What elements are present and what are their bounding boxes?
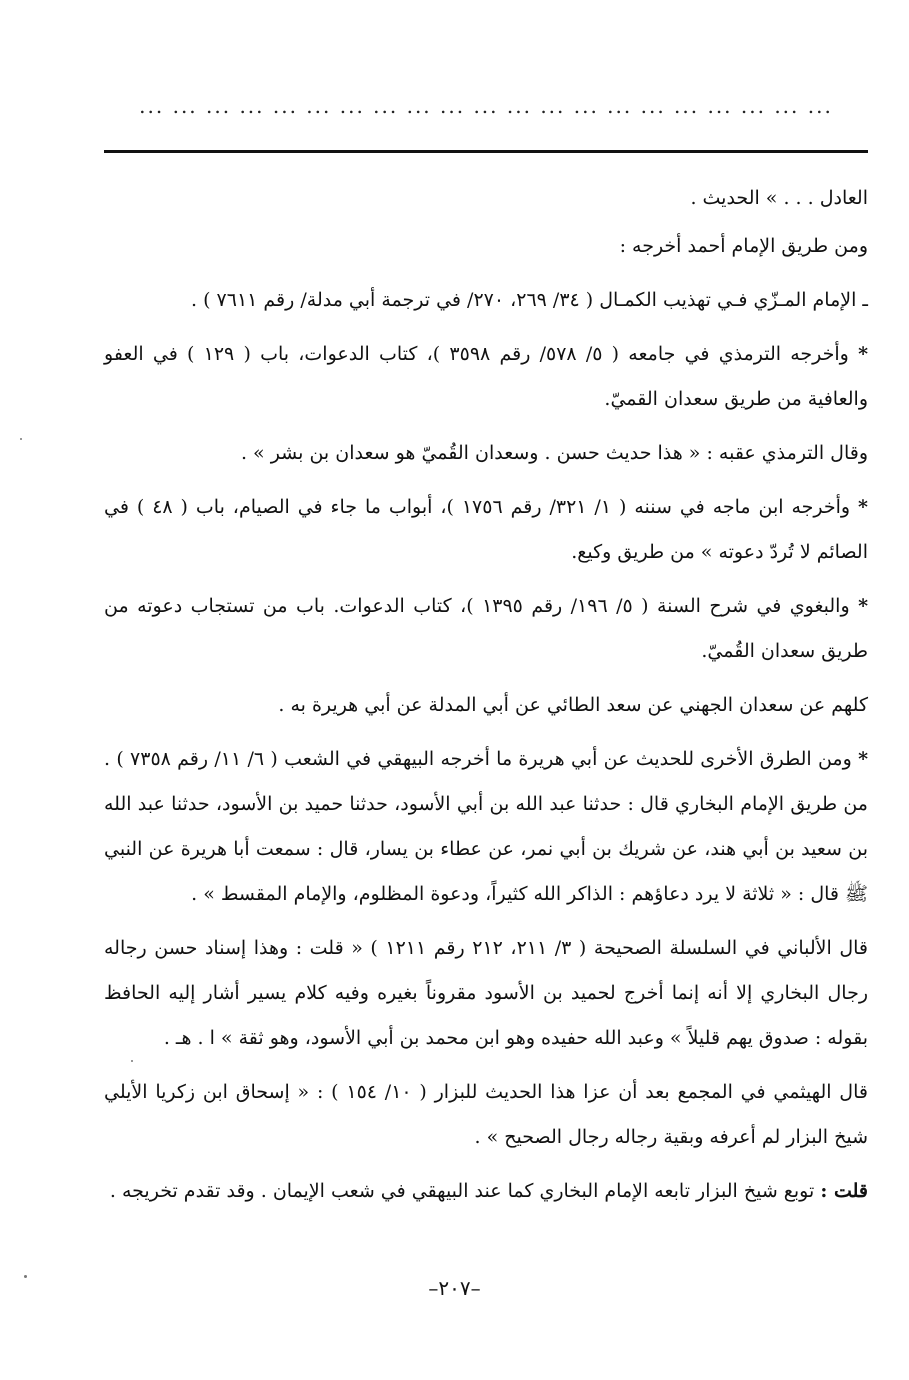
asterisk-marker: * [858, 343, 868, 365]
paragraph [104, 485, 868, 575]
paragraph-text: قال الهيثمي في المجمع بعد أن عزا هذا الحديث للبزار ( ١٠/ ١٥٤ ) : « إسحاق ابن زكريا الأيلي شيخ البزار لم أعرفه وبقية رجاله رجال الصحيح » . [104, 1081, 868, 1148]
paragraph [104, 737, 868, 917]
paragraph-text: وأخرجه الترمذي في جامعه ( ٥/ ٥٧٨/ رقم ٣٥٩٨ )، كتاب الدعوات، باب ( ١٢٩ ) في العفو والعافية من طريق سعدان القميّ. [104, 343, 868, 410]
paragraph [104, 224, 868, 269]
body-text [104, 176, 868, 1223]
paragraph-text: توبع شيخ البزار تابعه الإمام البخاري كما عند البيهقي في شعب الإيمان . وقد تقدم تخريجه . [109, 1180, 815, 1202]
paragraph-text: ـ الإمام المـزّي فـي تهذيب الكمـال ( ٣٤/ ٢٦٩، ٢٧٠/ في ترجمة أبي مدلة/ رقم ٧٦١١ ) . [191, 289, 868, 311]
paragraph-lead: قلت : [820, 1180, 868, 1202]
paragraph-text: العادل . . . » الحديث . [690, 187, 868, 209]
asterisk-marker: * [858, 496, 868, 518]
paragraph [104, 1070, 868, 1160]
paragraph [104, 176, 868, 221]
paragraph [104, 683, 868, 728]
paragraph [104, 431, 868, 476]
paragraph-text: ومن الطرق الأخرى للحديث عن أبي هريرة ما أخرجه البيهقي في الشعب ( ٦/ ١١/ رقم ٧٣٥٨ ) . من طريق الإمام البخاري قال : حدثنا عبد الله بن أبي الأسود، حدثنا حميد بن الأسود، حدثنا عبد الله بن سعيد بن أبي هند، عن شريك بن أبي نمر، عن عطاء بن يسار، قال : سمعت أبا هريرة عن النبي ﷺ قال : « ثلاثة لا يرد دعاؤهم : الذاكر الله كثيراً، ودعوة المظلوم، والإمام المقسط » . [104, 748, 868, 905]
paragraph-text: وأخرجه ابن ماجه في سننه ( ١/ ٣٢١/ رقم ١٧٥٦ )، أبواب ما جاء في الصيام، باب ( ٤٨ ) في الصائم لا تُردّ دعوته » من طريق وكيع. [104, 496, 868, 563]
scan-speck [20, 438, 22, 440]
paragraph-text: والبغوي في شرح السنة ( ٥/ ١٩٦/ رقم ١٣٩٥ )، كتاب الدعوات. باب من تستجاب دعوته من طريق سعدان القُميّ. [104, 595, 868, 662]
asterisk-marker: * [858, 595, 868, 617]
page-number: –٢٠٧– [428, 1276, 481, 1300]
paragraph-text: وقال الترمذي عقبه : « هذا حديث حسن . وسعدان القُميّ هو سعدان بن بشر » . [240, 442, 868, 464]
header-dots: ... ... ... ... ... ... ... ... ... ... ... ... ... ... ... ... ... ... ... ... ... [139, 94, 833, 118]
header-rule [104, 150, 868, 153]
paragraph [104, 584, 868, 674]
paragraph [104, 332, 868, 422]
paragraph-text: قال الألباني في السلسلة الصحيحة ( ٣/ ٢١١، ٢١٢ رقم ١٢١١ ) « قلت : وهذا إسناد حسن رجاله رجال البخاري إلا أنه إنما أخرج لحميد بن الأسود مقروناً بغيره وفيه كلام يسير أشار إليه الحافظ بقوله : صدوق يهم قليلاً » وعبد الله حفيده وهو ابن محمد بن أبي الأسود، وهو ثقة » ا . هـ . [104, 937, 868, 1049]
paragraph [104, 278, 868, 323]
paragraph [104, 1169, 868, 1214]
scan-speck [24, 1275, 27, 1278]
paragraph [104, 926, 868, 1061]
asterisk-marker: * [858, 748, 869, 770]
scan-speck [131, 1060, 133, 1062]
paragraph-text: كلهم عن سعدان الجهني عن سعد الطائي عن أبي المدلة عن أبي هريرة به . [278, 694, 868, 716]
paragraph-text: ومن طريق الإمام أحمد أخرجه : [619, 235, 868, 257]
